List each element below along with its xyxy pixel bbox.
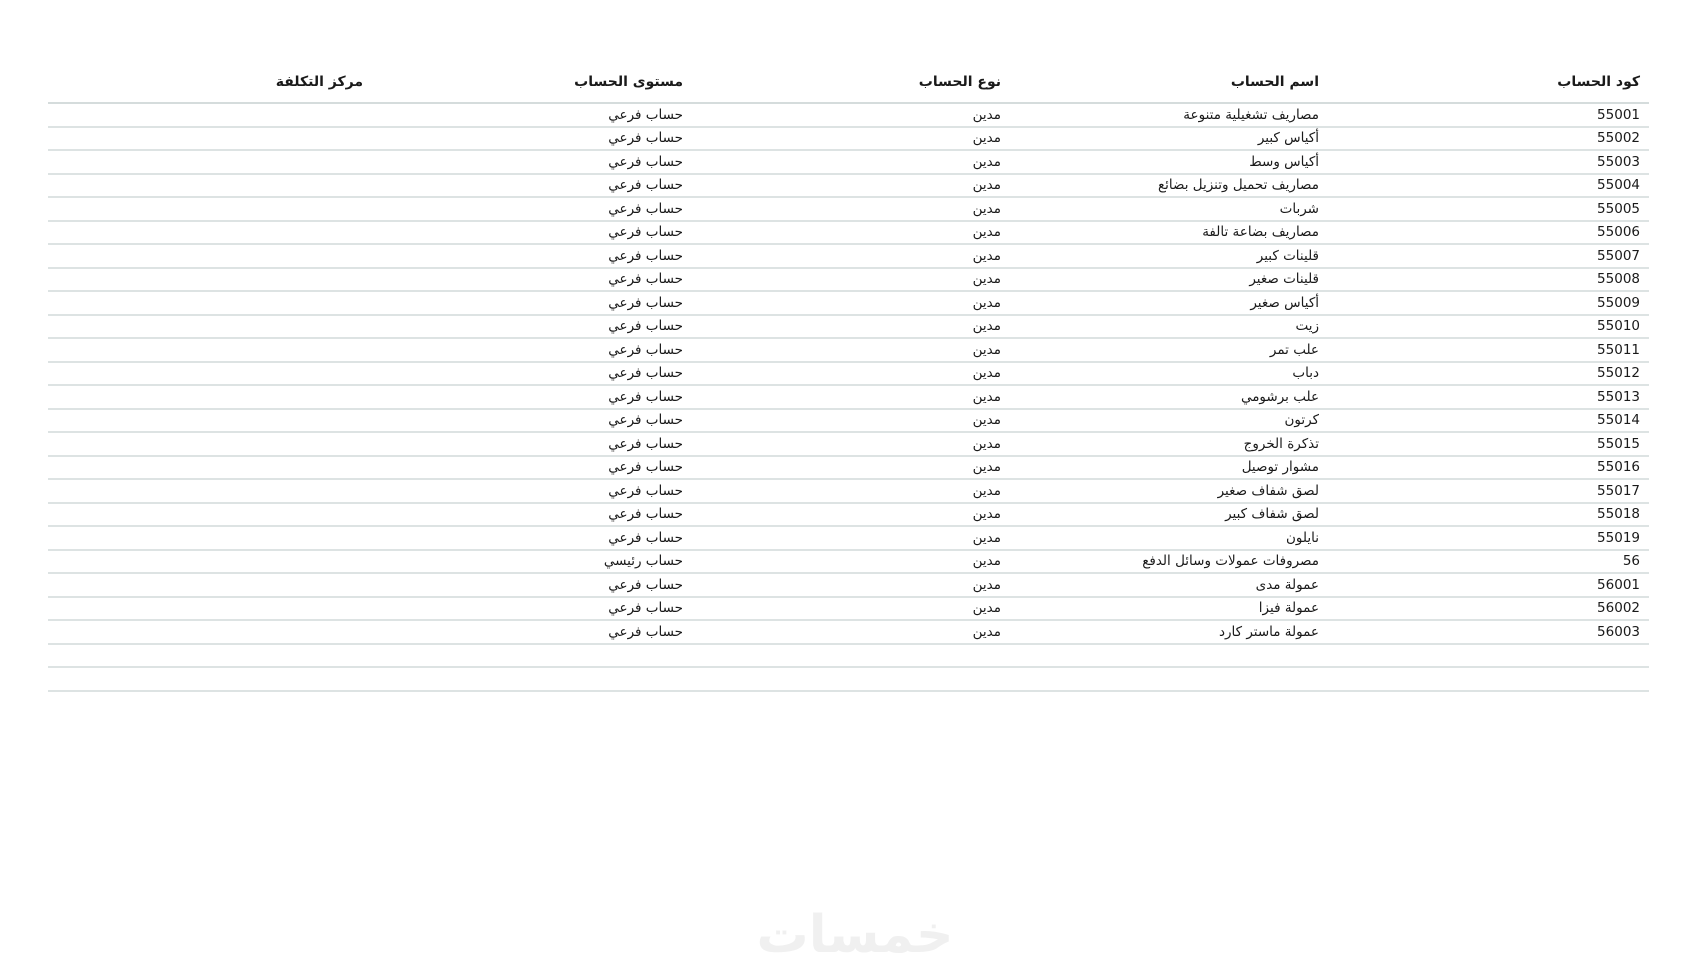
cell-type: مدين xyxy=(683,338,1001,362)
cell-cost-center xyxy=(48,174,363,198)
cell-level: حساب فرعي xyxy=(363,526,683,550)
cell-name: كرتون xyxy=(1001,409,1319,433)
cell-type: مدين xyxy=(683,197,1001,221)
cell-type xyxy=(683,667,1001,691)
cell-type xyxy=(683,644,1001,668)
cell-name: لصق شفاف صغير xyxy=(1001,479,1319,503)
cell-cost-center xyxy=(48,385,363,409)
cell-code: 55006 xyxy=(1319,221,1649,245)
table-row[interactable] xyxy=(48,338,1649,362)
cell-type: مدين xyxy=(683,221,1001,245)
table-row[interactable] xyxy=(48,573,1649,597)
cell-name: لصق شفاف كبير xyxy=(1001,503,1319,527)
table-row[interactable] xyxy=(48,409,1649,433)
cell-level: حساب فرعي xyxy=(363,268,683,292)
cell-level: حساب فرعي xyxy=(363,221,683,245)
cell-name: قلينات صغير xyxy=(1001,268,1319,292)
table-row[interactable] xyxy=(48,385,1649,409)
cell-code: 55010 xyxy=(1319,315,1649,339)
column-header-code: كود الحساب xyxy=(1319,62,1649,103)
table-row[interactable] xyxy=(48,479,1649,503)
cell-type: مدين xyxy=(683,526,1001,550)
cell-code: 56002 xyxy=(1319,597,1649,621)
column-header-type: نوع الحساب xyxy=(683,62,1001,103)
cell-cost-center xyxy=(48,409,363,433)
cell-name: مصاريف تحميل وتنزيل بضائع xyxy=(1001,174,1319,198)
watermark-logo: خمسات xyxy=(756,905,954,965)
table-row[interactable] xyxy=(48,503,1649,527)
cell-code: 55005 xyxy=(1319,197,1649,221)
cell-type: مدين xyxy=(683,597,1001,621)
cell-level: حساب فرعي xyxy=(363,385,683,409)
cell-level: حساب فرعي xyxy=(363,362,683,386)
cell-name: مصاريف بضاعة تالفة xyxy=(1001,221,1319,245)
accounts-sheet xyxy=(57,62,1649,692)
cell-code: 55012 xyxy=(1319,362,1649,386)
empty-row xyxy=(48,644,1649,668)
column-header-name: اسم الحساب xyxy=(1001,62,1319,103)
cell-level: حساب فرعي xyxy=(363,103,683,127)
table-row[interactable] xyxy=(48,526,1649,550)
empty-row xyxy=(48,667,1649,691)
cell-code: 55002 xyxy=(1319,127,1649,151)
cell-level: حساب فرعي xyxy=(363,409,683,433)
cell-name: نايلون xyxy=(1001,526,1319,550)
cell-name xyxy=(1001,667,1319,691)
cell-cost-center xyxy=(48,244,363,268)
cell-cost-center xyxy=(48,150,363,174)
table-row[interactable] xyxy=(48,362,1649,386)
cell-name: زيت xyxy=(1001,315,1319,339)
cell-name: عمولة ماستر كارد xyxy=(1001,620,1319,644)
cell-level: حساب فرعي xyxy=(363,620,683,644)
cell-level: حساب فرعي xyxy=(363,432,683,456)
table-row[interactable] xyxy=(48,291,1649,315)
cell-type: مدين xyxy=(683,503,1001,527)
cell-code: 55014 xyxy=(1319,409,1649,433)
cell-cost-center xyxy=(48,550,363,574)
cell-type: مدين xyxy=(683,268,1001,292)
cell-level: حساب فرعي xyxy=(363,244,683,268)
cell-code: 55019 xyxy=(1319,526,1649,550)
table-row[interactable] xyxy=(48,550,1649,574)
cell-code: 55004 xyxy=(1319,174,1649,198)
table-row[interactable] xyxy=(48,268,1649,292)
cell-name: تذكرة الخروج xyxy=(1001,432,1319,456)
cell-type: مدين xyxy=(683,385,1001,409)
table-row[interactable] xyxy=(48,197,1649,221)
cell-type: مدين xyxy=(683,456,1001,480)
cell-name: عمولة فيزا xyxy=(1001,597,1319,621)
cell-type: مدين xyxy=(683,244,1001,268)
column-header-cost-center: مركز التكلفة xyxy=(48,62,363,103)
cell-type: مدين xyxy=(683,432,1001,456)
column-header-level: مستوى الحساب xyxy=(363,62,683,103)
cell-level: حساب فرعي xyxy=(363,597,683,621)
cell-code: 55017 xyxy=(1319,479,1649,503)
table-row[interactable] xyxy=(48,103,1649,127)
table-row[interactable] xyxy=(48,127,1649,151)
cell-cost-center xyxy=(48,456,363,480)
cell-name: شربات xyxy=(1001,197,1319,221)
cell-type: مدين xyxy=(683,315,1001,339)
cell-cost-center xyxy=(48,526,363,550)
cell-level: حساب فرعي xyxy=(363,503,683,527)
cell-name: أكياس كبير xyxy=(1001,127,1319,151)
table-row[interactable] xyxy=(48,150,1649,174)
cell-level: حساب فرعي xyxy=(363,127,683,151)
cell-level: حساب فرعي xyxy=(363,291,683,315)
cell-name xyxy=(1001,644,1319,668)
cell-level: حساب فرعي xyxy=(363,174,683,198)
accounts-table xyxy=(48,62,1649,692)
cell-name: أكياس صغير xyxy=(1001,291,1319,315)
cell-name: أكياس وسط xyxy=(1001,150,1319,174)
cell-cost-center xyxy=(48,644,363,668)
cell-type: مدين xyxy=(683,573,1001,597)
cell-type: مدين xyxy=(683,291,1001,315)
cell-cost-center xyxy=(48,620,363,644)
table-row[interactable] xyxy=(48,315,1649,339)
cell-name: قلينات كبير xyxy=(1001,244,1319,268)
cell-type: مدين xyxy=(683,103,1001,127)
cell-type: مدين xyxy=(683,409,1001,433)
cell-cost-center xyxy=(48,479,363,503)
cell-cost-center xyxy=(48,338,363,362)
cell-code: 55016 xyxy=(1319,456,1649,480)
cell-level: حساب فرعي xyxy=(363,479,683,503)
cell-cost-center xyxy=(48,268,363,292)
cell-cost-center xyxy=(48,432,363,456)
cell-level: حساب فرعي xyxy=(363,197,683,221)
cell-cost-center xyxy=(48,362,363,386)
cell-level: حساب فرعي xyxy=(363,456,683,480)
cell-cost-center xyxy=(48,291,363,315)
table-row[interactable] xyxy=(48,244,1649,268)
cell-cost-center xyxy=(48,503,363,527)
cell-name: مصاريف تشغيلية متنوعة xyxy=(1001,103,1319,127)
cell-cost-center xyxy=(48,127,363,151)
table-row[interactable] xyxy=(48,432,1649,456)
cell-code: 55007 xyxy=(1319,244,1649,268)
cell-cost-center xyxy=(48,667,363,691)
cell-cost-center xyxy=(48,315,363,339)
cell-code: 55008 xyxy=(1319,268,1649,292)
table-row[interactable] xyxy=(48,221,1649,245)
cell-type: مدين xyxy=(683,174,1001,198)
cell-cost-center xyxy=(48,597,363,621)
cell-cost-center xyxy=(48,103,363,127)
cell-name: مصروفات عمولات وسائل الدفع xyxy=(1001,550,1319,574)
cell-code: 56 xyxy=(1319,550,1649,574)
cell-level: حساب فرعي xyxy=(363,150,683,174)
cell-type: مدين xyxy=(683,620,1001,644)
table-row[interactable] xyxy=(48,456,1649,480)
cell-code: 55011 xyxy=(1319,338,1649,362)
cell-code: 55001 xyxy=(1319,103,1649,127)
table-header-row xyxy=(48,62,1649,103)
cell-level: حساب فرعي xyxy=(363,573,683,597)
cell-code: 55013 xyxy=(1319,385,1649,409)
cell-cost-center xyxy=(48,197,363,221)
cell-name: علب برشومي xyxy=(1001,385,1319,409)
cell-type: مدين xyxy=(683,550,1001,574)
cell-level: حساب فرعي xyxy=(363,338,683,362)
cell-level: حساب رئيسي xyxy=(363,550,683,574)
cell-type: مدين xyxy=(683,479,1001,503)
table-body xyxy=(48,103,1649,691)
cell-name: دباب xyxy=(1001,362,1319,386)
cell-code: 55015 xyxy=(1319,432,1649,456)
cell-level: حساب فرعي xyxy=(363,315,683,339)
cell-type: مدين xyxy=(683,150,1001,174)
cell-type: مدين xyxy=(683,362,1001,386)
cell-name: عمولة مدى xyxy=(1001,573,1319,597)
cell-code: 55009 xyxy=(1319,291,1649,315)
table-row[interactable] xyxy=(48,620,1649,644)
cell-code: 55003 xyxy=(1319,150,1649,174)
table-row[interactable] xyxy=(48,597,1649,621)
cell-code xyxy=(1319,644,1649,668)
cell-name: مشوار توصيل xyxy=(1001,456,1319,480)
table-row[interactable] xyxy=(48,174,1649,198)
cell-code: 55018 xyxy=(1319,503,1649,527)
cell-code: 56003 xyxy=(1319,620,1649,644)
cell-type: مدين xyxy=(683,127,1001,151)
cell-cost-center xyxy=(48,221,363,245)
cell-code xyxy=(1319,667,1649,691)
cell-code: 56001 xyxy=(1319,573,1649,597)
cell-name: علب تمر xyxy=(1001,338,1319,362)
cell-cost-center xyxy=(48,573,363,597)
cell-level xyxy=(363,667,683,691)
cell-level xyxy=(363,644,683,668)
